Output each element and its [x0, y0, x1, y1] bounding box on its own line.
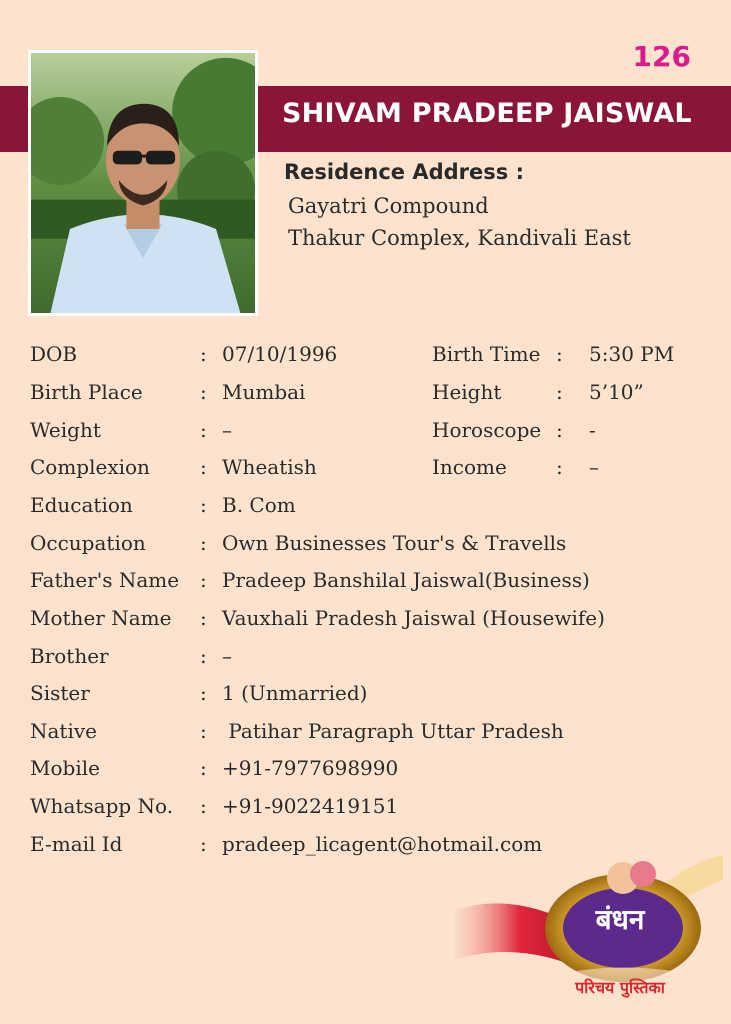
- value-native: Patihar Paragraph Uttar Pradesh: [222, 719, 564, 743]
- colon: :: [200, 342, 207, 366]
- colon: :: [200, 832, 207, 856]
- logo-subtitle: परिचय पुस्तिका: [575, 978, 665, 997]
- colon: :: [200, 794, 207, 818]
- value-fathers-name: Pradeep Banshilal Jaiswal(Business): [222, 568, 590, 592]
- label-education: Education: [30, 493, 133, 517]
- label-dob: DOB: [30, 342, 78, 366]
- colon: :: [200, 455, 207, 479]
- colon: :: [200, 719, 207, 743]
- colon: :: [200, 606, 207, 630]
- label-height: Height: [432, 380, 502, 404]
- label-email: E-mail Id: [30, 832, 123, 856]
- value-occupation: Own Businesses Tour's & Travells: [222, 531, 567, 555]
- colon: :: [200, 568, 207, 592]
- label-weight: Weight: [30, 418, 101, 442]
- value-dob: 07/10/1996: [222, 342, 338, 366]
- value-birth-place: Mumbai: [222, 380, 306, 404]
- profile-name: SHIVAM PRADEEP JAISWAL: [282, 98, 692, 129]
- value-mother-name: Vauxhali Pradesh Jaiswal (Housewife): [222, 606, 605, 630]
- colon: :: [200, 418, 207, 442]
- colon: :: [200, 756, 207, 780]
- value-brother: –: [222, 644, 232, 668]
- value-height: 5’10”: [589, 380, 644, 404]
- label-complexion: Complexion: [30, 455, 150, 479]
- value-mobile: +91-7977698990: [222, 756, 399, 780]
- label-brother: Brother: [30, 644, 109, 668]
- value-weight: –: [222, 418, 232, 442]
- value-sister: 1 (Unmarried): [222, 681, 368, 705]
- label-native: Native: [30, 719, 97, 743]
- label-mother-name: Mother Name: [30, 606, 172, 630]
- label-birth-time: Birth Time: [432, 342, 541, 366]
- value-income: –: [589, 455, 599, 479]
- colon: :: [556, 342, 563, 366]
- value-whatsapp: +91-9022419151: [222, 794, 399, 818]
- label-horoscope: Horoscope: [432, 418, 542, 442]
- colon: :: [556, 418, 563, 442]
- value-email: pradeep_licagent@hotmail.com: [222, 832, 543, 856]
- address-label: Residence Address :: [284, 160, 524, 184]
- colon: :: [200, 493, 207, 517]
- label-sister: Sister: [30, 681, 90, 705]
- label-birth-place: Birth Place: [30, 380, 143, 404]
- label-mobile: Mobile: [30, 756, 100, 780]
- label-whatsapp: Whatsapp No.: [30, 794, 174, 818]
- value-birth-time: 5:30 PM: [589, 342, 675, 366]
- value-horoscope: -: [589, 418, 596, 442]
- address-line-2: Thakur Complex, Kandivali East: [288, 226, 631, 250]
- colon: :: [200, 681, 207, 705]
- value-complexion: Wheatish: [222, 455, 317, 479]
- logo-title: बंधन: [595, 903, 645, 936]
- colon: :: [556, 380, 563, 404]
- label-fathers-name: Father's Name: [30, 568, 180, 592]
- colon: :: [200, 531, 207, 555]
- address-line-1: Gayatri Compound: [288, 194, 489, 218]
- profile-photo: [28, 50, 258, 316]
- colon: :: [556, 455, 563, 479]
- colon: :: [200, 380, 207, 404]
- page-number: 126: [632, 40, 691, 73]
- value-education: B. Com: [222, 493, 296, 517]
- label-income: Income: [432, 455, 507, 479]
- colon: :: [200, 644, 207, 668]
- label-occupation: Occupation: [30, 531, 146, 555]
